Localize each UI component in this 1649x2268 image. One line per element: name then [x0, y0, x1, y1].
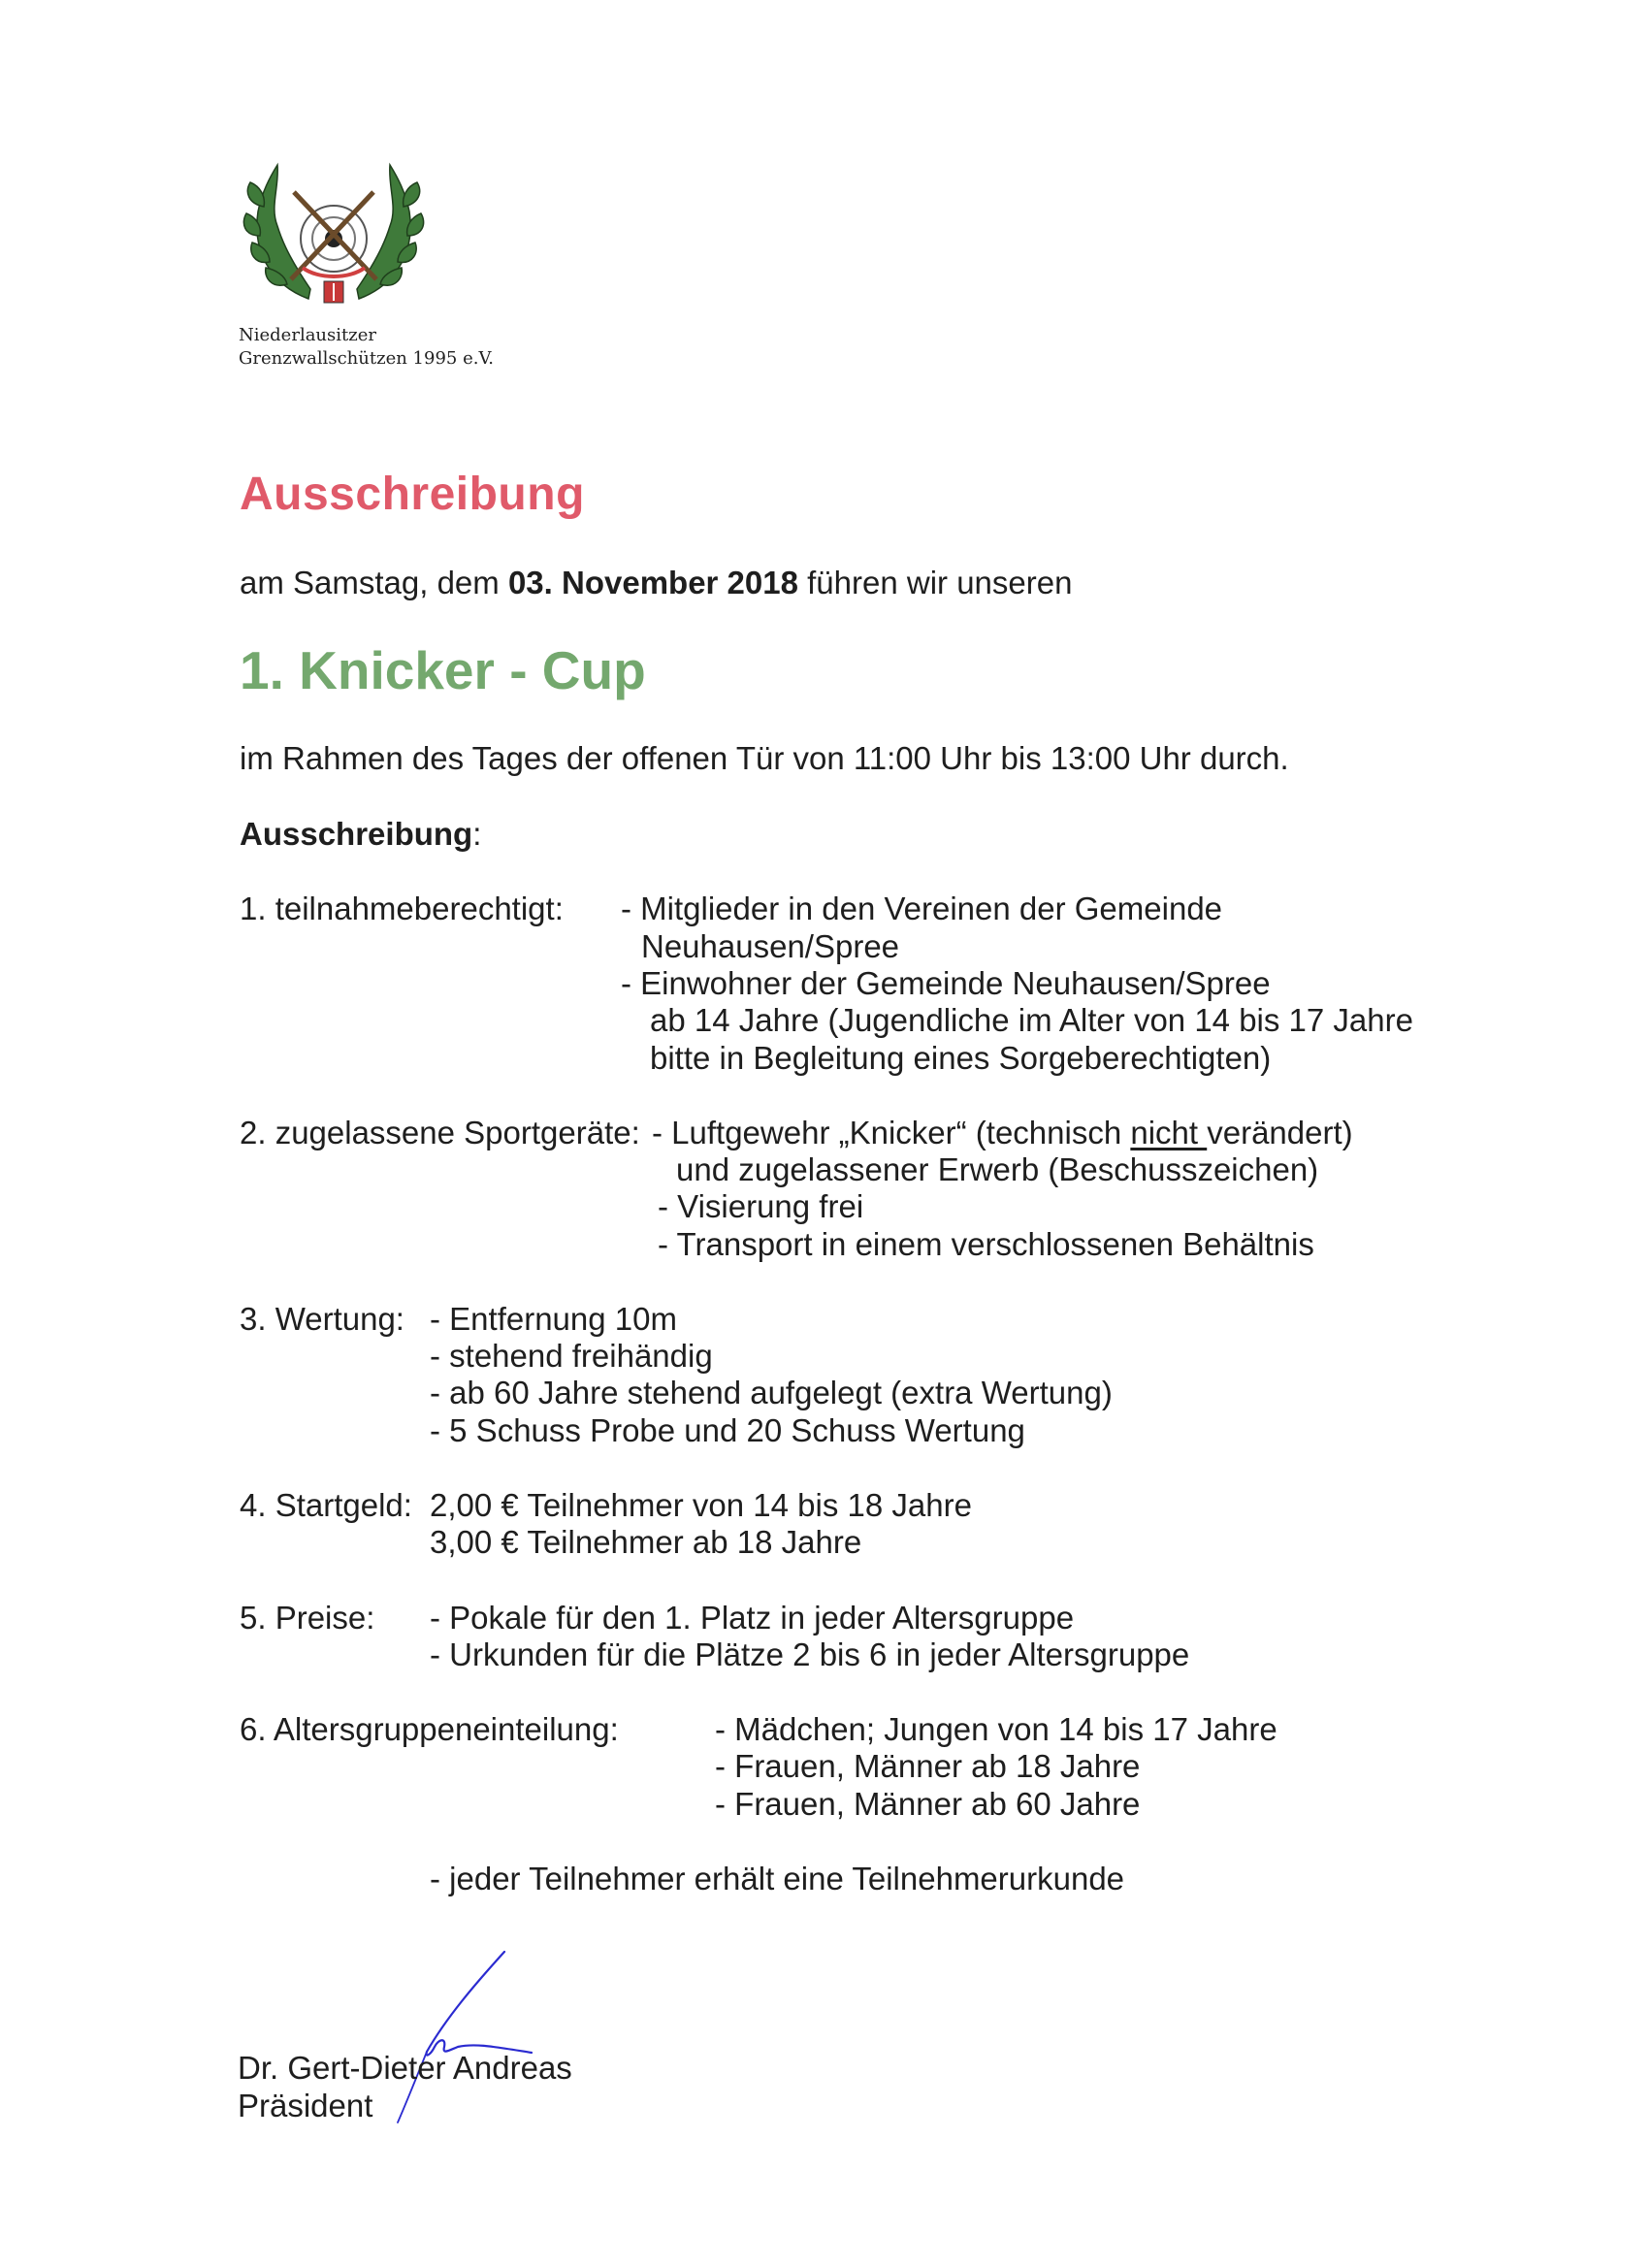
item-1-line-4: ab 14 Jahre (Jugendliche im Alter von 14 bis 17 Jahre	[650, 1002, 1413, 1038]
item-3-label: 3. Wertung:	[240, 1301, 404, 1337]
item-1-line-2: Neuhausen/Spree	[641, 928, 900, 964]
item-1-label: 1. teilnahmeberechtigt:	[240, 891, 564, 926]
document-title: Ausschreibung	[240, 469, 585, 520]
participant-note: - jeder Teilnehmer erhält eine Teilnehmerurkunde	[430, 1861, 1125, 1896]
item-3-line-2: - stehend freihändig	[430, 1338, 713, 1374]
org-line-1: Niederlausitzer	[239, 325, 376, 345]
item-2-underlined-word: nicht	[1130, 1115, 1208, 1150]
item-5-label: 5. Preise:	[240, 1600, 375, 1636]
item-4-line-1: 2,00 € Teilnehmer von 14 bis 18 Jahre	[430, 1487, 972, 1523]
item-1-line-3: - Einwohner der Gemeinde Neuhausen/Spree	[621, 965, 1271, 1001]
item-4-label: 4. Startgeld:	[240, 1487, 412, 1523]
organization-name	[239, 324, 494, 371]
item-2-line-1	[652, 1114, 1353, 1151]
org-line-2: Grenzwallschützen 1995 e.V.	[239, 348, 495, 369]
section-heading	[240, 815, 481, 853]
item-2-line-3: - Visierung frei	[658, 1188, 864, 1224]
intro-line	[240, 564, 1072, 601]
item-2-line-1-post: verändert)	[1207, 1115, 1353, 1150]
signature-scribble-icon	[369, 1950, 543, 2124]
item-1-line-5: bitte in Begleitung eines Sorgeberechtigten)	[650, 1040, 1272, 1076]
item-6-label: 6. Altersgruppeneinteilung:	[240, 1711, 619, 1747]
item-1-line-1: - Mitglieder in den Vereinen der Gemeinde	[621, 891, 1223, 926]
item-4-line-2: 3,00 € Teilnehmer ab 18 Jahre	[430, 1524, 862, 1560]
event-title: 1. Knicker - Cup	[240, 640, 646, 700]
section-heading-colon: :	[472, 816, 482, 852]
intro-post: führen wir unseren	[797, 565, 1073, 600]
item-3-line-1: - Entfernung 10m	[430, 1301, 677, 1337]
section-heading-text: Ausschreibung	[240, 816, 473, 852]
item-3-line-3: - ab 60 Jahre stehend aufgelegt (extra Wertung)	[430, 1375, 1113, 1410]
intro-date: 03. November 2018	[507, 565, 798, 600]
intro-pre: am Samstag, dem	[240, 565, 508, 600]
item-5-line-2: - Urkunden für die Plätze 2 bis 6 in jeder Altersgruppe	[430, 1636, 1190, 1672]
item-6-line-1: - Mädchen; Jungen von 14 bis 17 Jahre	[715, 1711, 1277, 1747]
item-5-line-1: - Pokale für den 1. Platz in jeder Altersgruppe	[430, 1600, 1075, 1636]
item-2-line-4: - Transport in einem verschlossenen Behältnis	[658, 1226, 1314, 1262]
item-3-line-4: - 5 Schuss Probe und 20 Schuss Wertung	[430, 1412, 1025, 1448]
item-2-line-2: und zugelassener Erwerb (Beschusszeichen)	[676, 1151, 1319, 1187]
item-6-line-3: - Frauen, Männer ab 60 Jahre	[715, 1786, 1141, 1822]
club-emblem-icon	[241, 153, 427, 314]
item-6-line-2: - Frauen, Männer ab 18 Jahre	[715, 1748, 1141, 1784]
signatory-role: Präsident	[238, 2088, 373, 2123]
item-2-line-1-pre: - Luftgewehr „Knicker“ (technisch	[652, 1115, 1131, 1150]
item-2-label: 2. zugelassene Sportgeräte:	[240, 1115, 640, 1150]
context-line: im Rahmen des Tages der offenen Tür von 11:00 Uhr bis 13:00 Uhr durch.	[240, 740, 1289, 776]
signatory-name: Dr. Gert-Dieter Andreas	[238, 2050, 572, 2086]
